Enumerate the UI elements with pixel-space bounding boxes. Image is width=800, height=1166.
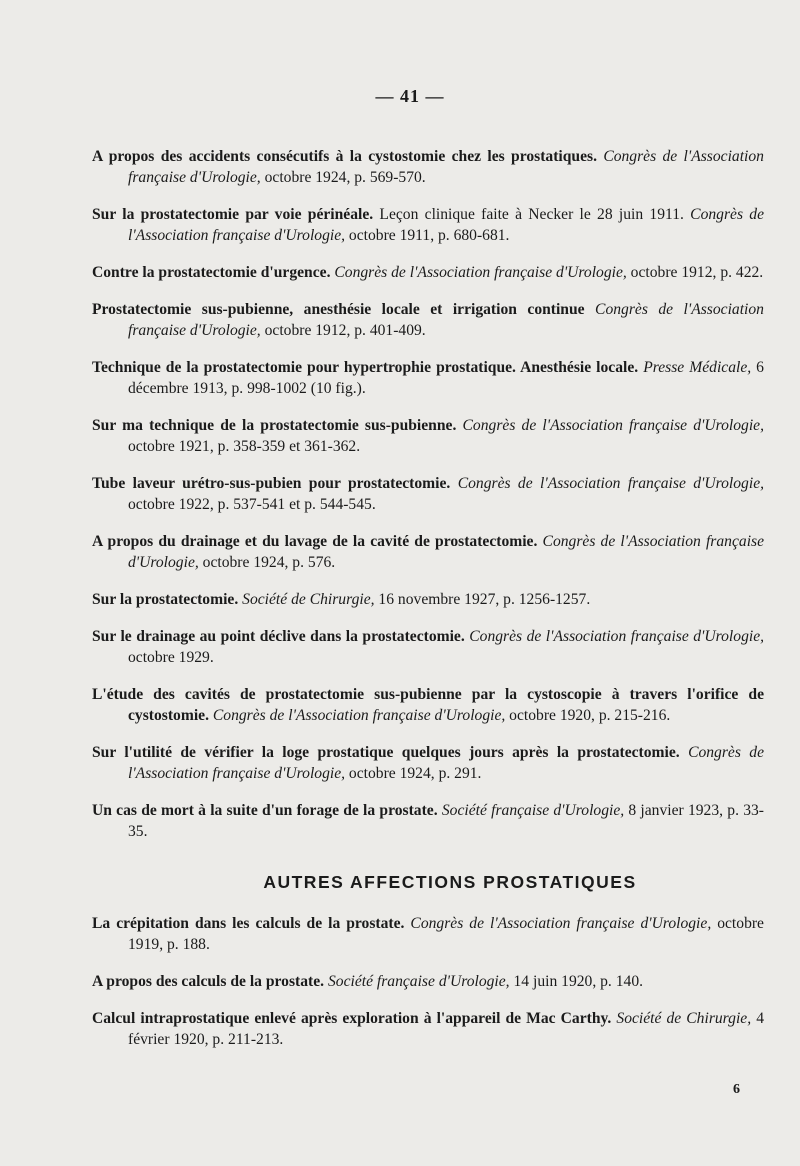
bibliography-entry: A propos des calculs de la prostate. Société française d'Urologie, 14 juin 1920, p. 140. <box>92 972 644 990</box>
bibliography-entry: Contre la prostatectomie d'urgence. Congrès de l'Association française d'Urologie, octobre 1912, p. 422. <box>92 263 764 281</box>
bibliography-entry: A propos du drainage et du lavage de la cavité de prostatectomie. Congrès de l'Association française d'Urologie, octobre 1924, p. 576. <box>92 532 765 571</box>
bibliography-entry: La crépitation dans les calculs de la prostate. Congrès de l'Association française d'Urologie, octobre 1919, p. 188. <box>92 914 764 953</box>
bibliography-entry: A propos des accidents consécutifs à la cystostomie chez les prostatiques. Congrès de l'Association française d'Urologie, octobre 1924, p. 569-570. <box>92 147 764 186</box>
bibliography-entry: Sur ma technique de la prostatectomie sus-pubienne. Congrès de l'Association française d'Urologie, octobre 1921, p. 358-359 et 361-362. <box>92 416 764 455</box>
bibliography-entry: Prostatectomie sus-pubienne, anesthésie locale et irrigation continue Congrès de l'Association française d'Urologie, octobre 1912, p. 401-409. <box>92 300 764 339</box>
page-number: — 41 — <box>375 86 445 106</box>
bibliography-entry: Technique de la prostatectomie pour hypertrophie prostatique. Anesthésie locale. Presse Médicale, 6 décembre 1913, p. 998-1002 (10 fig.). <box>92 358 764 397</box>
bibliography-entry: Tube laveur urétro-sus-pubien pour prostatectomie. Congrès de l'Association française d'Urologie, octobre 1922, p. 537-541 et p. 544-545. <box>92 474 765 513</box>
bibliography-entry: Sur la prostatectomie par voie périnéale. Leçon clinique faite à Necker le 28 juin 1911. Congrès de l'Association française d'Urologie, octobre 1911, p. 680-681. <box>92 205 764 244</box>
bibliography-entry: Sur la prostatectomie. Société de Chirurgie, 16 novembre 1927, p. 1256-1257. <box>92 590 591 608</box>
section-heading: AUTRES AFFECTIONS PROSTATIQUES <box>263 871 637 892</box>
bibliography-entry: Calcul intraprostatique enlevé après exploration à l'appareil de Mac Carthy. Société de Chirurgie, 4 février 1920, p. 211-213. <box>92 1009 764 1048</box>
bibliography-entry: L'étude des cavités de prostatectomie sus-pubienne par la cystoscopie à travers l'orifice de cystostomie. Congrès de l'Association française d'Urologie, octobre 1920, p. 215-216. <box>92 685 764 724</box>
bibliography-entry: Sur le drainage au point déclive dans la prostatectomie. Congrès de l'Association française d'Urologie, octobre 1929. <box>92 627 765 666</box>
bibliography-list <box>92 130 764 1066</box>
bibliography-entry: Un cas de mort à la suite d'un forage de la prostate. Société française d'Urologie, 8 janvier 1923, p. 33-35. <box>92 801 764 840</box>
signature-mark: 6 <box>733 1082 740 1097</box>
bibliography-entry: Sur l'utilité de vérifier la loge prostatique quelques jours après la prostatectomie. Congrès de l'Association française d'Urologie, octobre 1924, p. 291. <box>92 743 764 782</box>
